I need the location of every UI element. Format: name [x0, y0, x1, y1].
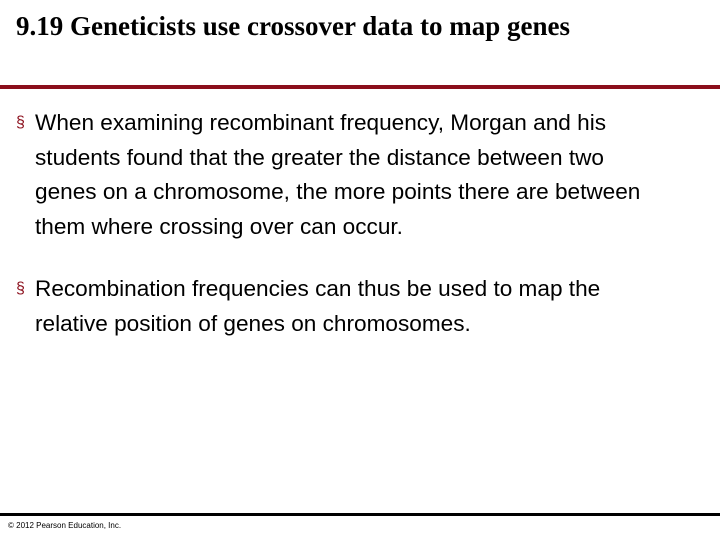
bullet-marker-icon: § — [16, 280, 25, 298]
bullet-item — [16, 106, 666, 244]
bullet-list — [16, 106, 666, 342]
bullet-item — [16, 272, 666, 341]
copyright-notice: © 2012 Pearson Education, Inc. — [8, 521, 122, 530]
bullet-text: Recombination frequencies can thus be used to map the relative position of genes on chromosomes. — [35, 276, 601, 336]
title-divider — [0, 85, 720, 89]
footer-divider — [0, 513, 720, 516]
slide-title: 9.19 Geneticists use crossover data to map genes — [16, 11, 570, 41]
bullet-text: When examining recombinant frequency, Morgan and his students found that the greater the distance between two genes on a chromosome, the more points there are between them where crossing over can occur. — [35, 110, 641, 239]
bullet-marker-icon: § — [16, 114, 25, 131]
